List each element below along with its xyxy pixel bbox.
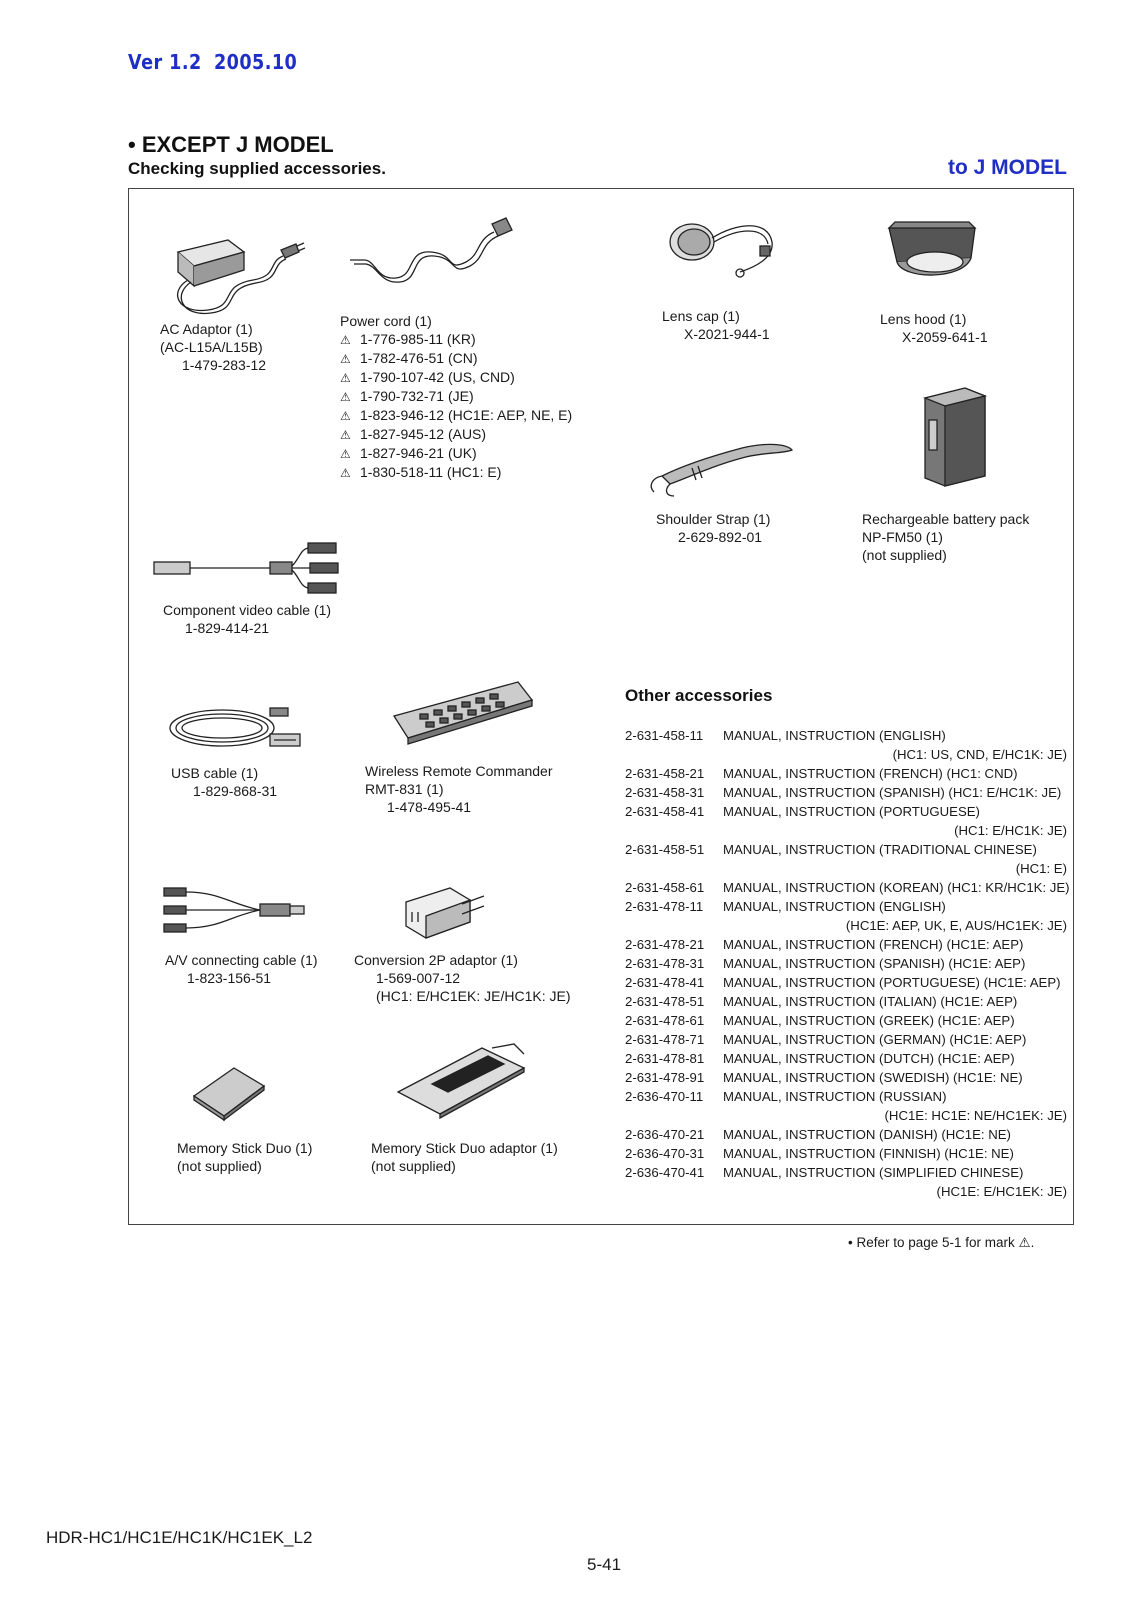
manual-part-number: 2-631-458-61 [625,880,705,895]
manual-description: MANUAL, INSTRUCTION (SIMPLIFIED CHINESE) [723,1165,1024,1180]
ac-adaptor-part: 1-479-283-12 [182,357,267,373]
ac-adaptor-illustration [158,222,308,322]
usb-cable-name: USB cable (1) [171,765,259,781]
manual-destination: (HC1E: E/HC1EK: JE) [936,1184,1067,1199]
memory-stick-adaptor-name: Memory Stick Duo adaptor (1) [371,1140,558,1156]
manual-part-number: 2-631-478-91 [625,1070,705,1085]
ac-adaptor-model: (AC-L15A/L15B) [160,339,263,355]
lens-hood-label [880,310,988,346]
warning-icon: ⚠ [340,409,351,423]
power-cord-part: 1-823-946-12 (HC1E: AEP, NE, E) [360,407,573,423]
manual-description: MANUAL, INSTRUCTION (PORTUGUESE) (HC1E: AEP) [723,975,1061,990]
power-cord-part-row [340,330,572,349]
memory-stick-name: Memory Stick Duo (1) [177,1140,313,1156]
manual-description: MANUAL, INSTRUCTION (RUSSIAN) [723,1089,947,1104]
manual-description: MANUAL, INSTRUCTION (ENGLISH) [723,728,946,743]
shoulder-strap-label [656,510,770,546]
power-cord-part: 1-790-107-42 (US, CND) [360,369,515,385]
manual-description: MANUAL, INSTRUCTION (KOREAN) (HC1: KR/HC1K: JE) [723,880,1070,895]
manual-row [625,1049,1067,1068]
remote-name: Wireless Remote Commander [365,763,553,779]
manual-description: MANUAL, INSTRUCTION (SPANISH) (HC1E: AEP) [723,956,1026,971]
power-cord-part-row [340,349,572,368]
to-j-model-link[interactable]: to J MODEL [948,156,1067,179]
section-title: • EXCEPT J MODEL [128,132,334,157]
section-subtitle: Checking supplied accessories. [128,159,386,178]
power-cord-part: 1-776-985-11 (KR) [360,331,476,347]
manual-description: MANUAL, INSTRUCTION (GERMAN) (HC1E: AEP) [723,1032,1027,1047]
manual-row [625,726,1067,745]
manual-part-number: 2-631-458-41 [625,804,705,819]
shoulder-strap-illustration [642,436,802,506]
manual-part-number: 2-631-478-51 [625,994,705,1009]
manual-part-number: 2-636-470-11 [625,1089,704,1104]
manual-row [625,973,1067,992]
av-cable-label [165,951,318,987]
component-cable-illustration [150,538,350,608]
lens-cap-label [662,307,770,343]
manual-destination: (HC1: US, CND, E/HC1K: JE) [892,747,1067,762]
warning-icon: ⚠ [340,390,351,404]
manual-description: MANUAL, INSTRUCTION (ENGLISH) [723,899,946,914]
version-number: Ver 1.2 [128,50,202,74]
conversion-adaptor-illustration [400,878,490,948]
manual-part-number: 2-631-478-11 [625,899,704,914]
power-cord-illustration [346,210,516,290]
power-cord-part-row [340,425,572,444]
manual-part-number: 2-636-470-41 [625,1165,705,1180]
shoulder-strap-part: 2-629-892-01 [678,529,763,545]
conversion-adaptor-label [354,951,571,1005]
manual-part-number: 2-631-458-51 [625,842,705,857]
lens-cap-part: X-2021-944-1 [684,326,770,342]
usb-cable-illustration [162,700,312,756]
power-cord-part: 1-827-945-12 (AUS) [360,426,487,442]
warning-icon: ⚠ [340,466,351,480]
memory-stick-adaptor-label [371,1139,558,1175]
ac-adaptor-label [160,320,266,374]
warning-icon: ⚠ [340,428,351,442]
conversion-adaptor-note: (HC1: E/HC1EK: JE/HC1K: JE) [376,988,571,1004]
manual-part-number: 2-631-478-41 [625,975,705,990]
warning-icon: ⚠ [340,447,351,461]
component-cable-part: 1-829-414-21 [185,620,270,636]
manual-part-number: 2-631-458-31 [625,785,705,800]
manual-row [625,840,1067,859]
manual-part-number: 2-631-478-71 [625,1032,705,1047]
manual-list [625,726,1070,1201]
manual-description: MANUAL, INSTRUCTION (DUTCH) (HC1E: AEP) [723,1051,1015,1066]
manual-part-number: 2-631-458-11 [625,728,704,743]
lens-hood-illustration [883,218,983,288]
manual-description: MANUAL, INSTRUCTION (PORTUGUESE) [723,804,980,819]
warning-icon: ⚠ [340,352,351,366]
manual-description: MANUAL, INSTRUCTION (SWEDISH) (HC1E: NE) [723,1070,1023,1085]
warning-icon: ⚠ [340,371,351,385]
manual-row [625,954,1067,973]
manual-part-number: 2-636-470-21 [625,1127,705,1142]
memory-stick-label [177,1139,312,1175]
manual-row [625,1030,1067,1049]
other-accessories-heading: Other accessories [625,686,773,705]
manual-description: MANUAL, INSTRUCTION (TRADITIONAL CHINESE) [723,842,1037,857]
manual-row [625,878,1070,897]
conversion-adaptor-part: 1-569-007-12 [376,970,461,986]
lens-hood-name: Lens hood (1) [880,311,967,327]
usb-cable-part: 1-829-868-31 [193,783,278,799]
manual-part-number: 2-636-470-31 [625,1146,705,1161]
lens-hood-part: X-2059-641-1 [902,329,988,345]
shoulder-strap-name: Shoulder Strap (1) [656,511,771,527]
manual-part-number: 2-631-458-21 [625,766,705,781]
manual-description: MANUAL, INSTRUCTION (SPANISH) (HC1: E/HC1K: JE) [723,785,1062,800]
version-date: 2005.10 [213,50,298,74]
power-cord-part-row [340,387,572,406]
av-cable-illustration [160,880,310,940]
power-cord-part-row [340,463,572,482]
manual-description: MANUAL, INSTRUCTION (FRENCH) (HC1E: AEP) [723,937,1024,952]
manual-description: MANUAL, INSTRUCTION (GREEK) (HC1E: AEP) [723,1013,1015,1028]
footer-model: HDR-HC1/HC1E/HC1K/HC1EK_L2 [46,1528,313,1547]
battery-name: Rechargeable battery pack [862,511,1030,527]
memory-stick-adaptor-note: (not supplied) [371,1158,456,1174]
memory-stick-note: (not supplied) [177,1158,262,1174]
component-cable-label [163,601,331,637]
manual-row [625,1163,1067,1182]
manual-row [625,1068,1067,1087]
manual-row [625,1087,1067,1106]
power-cord-part: 1-830-518-11 (HC1: E) [360,464,502,480]
manual-destination: (HC1E: AEP, UK, E, AUS/HC1EK: JE) [845,918,1067,933]
manual-row [625,992,1067,1011]
lens-cap-illustration [668,212,788,282]
usb-cable-label [171,764,277,800]
power-cord-label [340,312,572,482]
remote-illustration [390,676,540,746]
conversion-adaptor-name: Conversion 2P adaptor (1) [354,952,518,968]
memory-stick-illustration [190,1062,270,1122]
remote-part: 1-478-495-41 [387,799,472,815]
manual-row [625,1144,1067,1163]
power-cord-part: 1-782-476-51 (CN) [360,350,478,366]
manual-part-number: 2-631-478-61 [625,1013,705,1028]
power-cord-part-row [340,444,572,463]
manual-row [625,802,1067,821]
battery-model: NP-FM50 (1) [862,529,943,545]
power-cord-part: 1-827-946-21 (UK) [360,445,477,461]
manual-description: MANUAL, INSTRUCTION (FINNISH) (HC1E: NE) [723,1146,1014,1161]
memory-stick-adaptor-illustration [392,1040,532,1120]
manual-row [625,1125,1067,1144]
lens-cap-name: Lens cap (1) [662,308,740,324]
manual-row [625,764,1067,783]
manual-destination: (HC1: E/HC1K: JE) [954,823,1067,838]
remote-model: RMT-831 (1) [365,781,444,797]
warning-note: • Refer to page 5-1 for mark ⚠. [848,1235,1035,1250]
av-cable-name: A/V connecting cable (1) [165,952,318,968]
manual-row [625,897,1067,916]
component-cable-name: Component video cable (1) [163,602,332,618]
manual-row [625,1011,1067,1030]
power-cord-part-row [340,368,572,387]
manual-description: MANUAL, INSTRUCTION (ITALIAN) (HC1E: AEP) [723,994,1018,1009]
battery-illustration [915,380,995,490]
ac-adaptor-name: AC Adaptor (1) [160,321,253,337]
power-cord-part-row [340,406,572,425]
manual-row [625,935,1067,954]
manual-part-number: 2-631-478-31 [625,956,705,971]
manual-part-number: 2-631-478-21 [625,937,705,952]
manual-row [625,783,1067,802]
remote-label [365,762,553,816]
power-cord-name: Power cord (1) [340,313,432,329]
battery-label [862,510,1029,564]
manual-part-number: 2-631-478-81 [625,1051,705,1066]
manual-description: MANUAL, INSTRUCTION (FRENCH) (HC1: CND) [723,766,1018,781]
warning-icon: ⚠ [340,333,351,347]
manual-destination: (HC1: E) [1015,861,1067,876]
battery-note: (not supplied) [862,547,947,563]
version-label [128,50,297,74]
manual-description: MANUAL, INSTRUCTION (DANISH) (HC1E: NE) [723,1127,1011,1142]
av-cable-part: 1-823-156-51 [187,970,272,986]
power-cord-part: 1-790-732-71 (JE) [360,388,474,404]
page-number: 5-41 [587,1555,622,1574]
manual-destination: (HC1E: HC1E: NE/HC1EK: JE) [884,1108,1067,1123]
